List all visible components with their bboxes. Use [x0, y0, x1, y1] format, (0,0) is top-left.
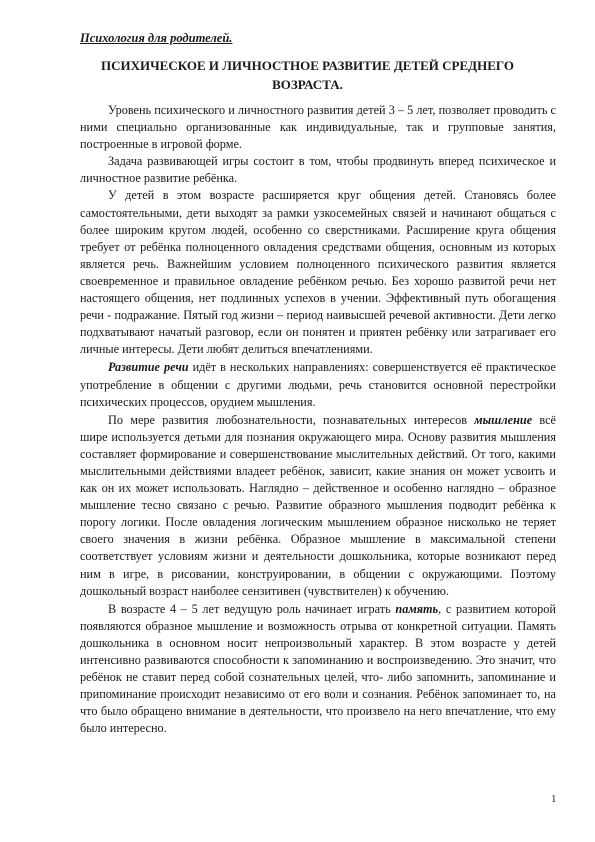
paragraph-6-text: , с развитием которой появляются образное мышление и возможность отрыва от конкретной ситуации. Память дошкольника в основном носит непроизвольный характер. В этом возрасте у детей интенсивно развиваются способности к запоминанию и воспроизведению. Это значит, что ребёнок не ставит перед собой сознательных целей, что- либо запомнить, запоминание и припоминание происходит независимо от его воли и сознания. Ребёнок запоминает то, на что было обращено внимание в деятельности, что произвело на него впечатление, что ему было интересно. — [80, 601, 556, 736]
paragraph-5 — [80, 412, 556, 600]
term-speech-development: Развитие речи — [108, 360, 189, 375]
document-title: ПСИХИЧЕСКОЕ И ЛИЧНОСТНОЕ РАЗВИТИЕ ДЕТЕЙ СРЕДНЕГО ВОЗРАСТА. — [101, 58, 514, 92]
paragraph-3: У детей в этом возрасте расширяется круг общения детей. Становясь более самостоятельными, дети выходят за рамки узкосемейных связей и начинают общаться с более широким кругом людей, особенно со сверстниками. Расширение круга общения требует от ребёнка полноценного овладения средствами общения, основным из которых является речь. Важнейшим условием полноценного психического развития является своевременное и правильное овладение ребёнком речью. Без хорошо развитой речи нет настоящего общения, нет подлинных успехов в учении. Эффективный путь обогащения речи - подражание. Пятый год жизни – период наивысшей речевой активности. Дети легко подхватывают начатый разговор, если он понятен и приятен ребёнку или затрагивает его личные интересы. Дети любят делиться впечатлениями. — [80, 188, 556, 357]
paragraph-1: Уровень психического и личностного развития детей 3 – 5 лет, позволяет проводить с ними специально организованные как индивидуальные, так и групповые занятия, построенные в игровой форме. — [80, 103, 556, 152]
paragraph-4 — [80, 359, 556, 410]
term-memory: память — [395, 601, 439, 616]
section-header: Психология для родителей. — [80, 31, 233, 45]
document-body — [80, 102, 556, 737]
paragraph-6 — [80, 601, 556, 738]
paragraph-6-start: В возрасте 4 – 5 лет ведущую роль начинает играть — [108, 601, 396, 616]
term-thinking: мышление — [474, 412, 533, 427]
paragraph-2: Задача развивающей игры состоит в том, чтобы продвинуть вперед психическое и личностное развитие ребёнка. — [80, 154, 556, 186]
paragraph-5-text: всё шире используется детьми для познания окружающего мира. Основу развития мышления составляет формирование и совершенствование мыслительных действий. От того, какими мыслительными действиями владеет ребёнок, зависит, какие знания он может усвоить и как он их может использовать. Наглядно – действенное и особенно наглядно – образное мышление тесно связано с речью. Развитие образного мышления подводит ребёнка к порогу логики. После овладения логическим мышлением образное нисколько не теряет своего значения в жизни ребёнка. Образное мышление в максимальной степени соответствует условиям жизни и деятельности дошкольника, которые возникают перед ним в игре, в рисовании, конструировании, в общении с окружающими. Поэтому дошкольный возраст наиболее сензитивен (чувствителен) к обучению. — [80, 412, 556, 598]
page-number: 1 — [551, 793, 557, 805]
paragraph-4-text: идёт в нескольких направлениях: совершенствуется её практическое употребление в общении с другими людьми, речь становится основной перестройки психических процессов, орудием мышления. — [80, 360, 556, 409]
paragraph-5-start: По мере развития любознательности, познавательных интересов — [108, 412, 475, 427]
